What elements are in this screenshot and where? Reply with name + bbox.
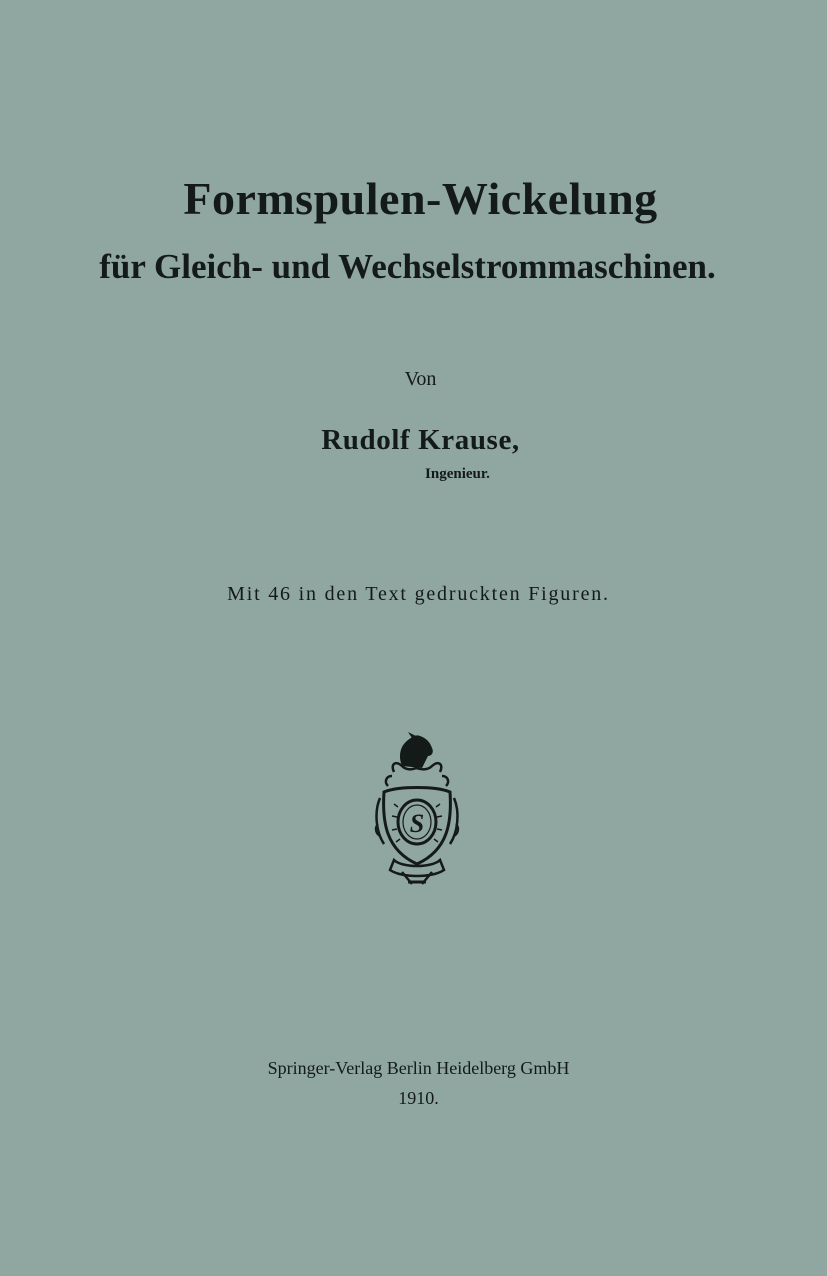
publisher-name: Springer-Verlag Berlin Heidelberg GmbH <box>267 1058 570 1078</box>
figures-note: Mit 46 in den Text gedruckten Figuren. <box>227 583 610 605</box>
author-profession: Ingenieur. <box>425 466 490 482</box>
publication-year: 1910. <box>398 1088 439 1108</box>
book-subtitle: für Gleich- und Wechselstrommaschinen. <box>99 247 716 286</box>
springer-horse-emblem-icon <box>372 732 462 888</box>
by-label: Von <box>404 368 437 390</box>
book-title: Formspulen-Wickelung <box>183 173 658 224</box>
author-name: Rudolf Krause, <box>321 424 520 456</box>
logo-monogram: S <box>409 809 425 838</box>
